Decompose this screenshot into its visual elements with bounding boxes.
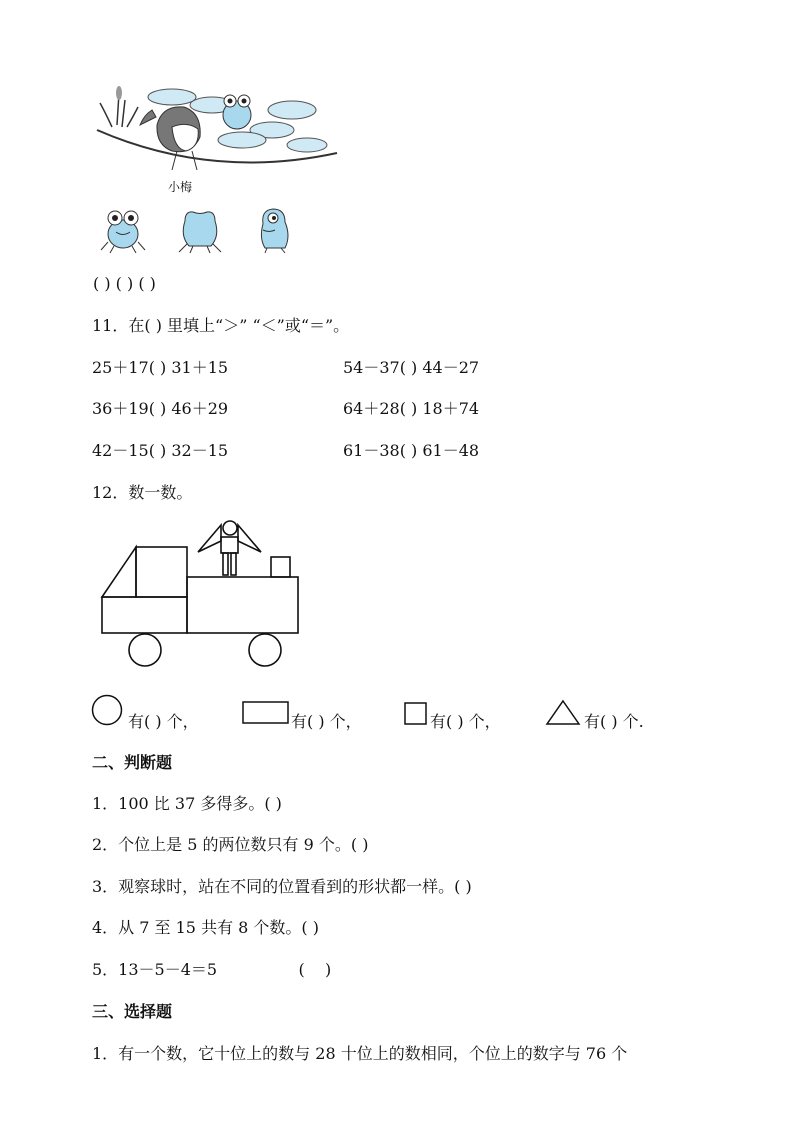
q11-row1-left: 25＋17( ) 31＋15: [92, 358, 229, 377]
square-count-text: 有( ) 个，: [430, 712, 501, 731]
choice-item-1: 1．有一个数，它十位上的数与 28 十位上的数相同，个位上的数字与 76 个: [92, 1044, 628, 1063]
rectangle-count-text: 有( ) 个，: [291, 712, 362, 731]
circle-count-text: 有( ) 个，: [128, 712, 199, 731]
triangle-count-text: 有( ) 个.: [584, 712, 644, 731]
section2-heading: 二、判断题: [92, 753, 173, 772]
girl-name-label: 小梅: [168, 180, 193, 194]
q11-row3-right: 61－38( ) 61－48: [343, 441, 480, 460]
q11-row3-left: 42－15( ) 32－15: [92, 441, 229, 460]
square-shape-icon: [404, 702, 428, 726]
truck-figure: [95, 515, 310, 670]
judge-item-4: 4．从 7 至 15 共有 8 个数。( ): [92, 918, 319, 937]
circle-shape-icon: [91, 694, 123, 726]
judge-item-5: 5．13－5－4＝5 ( ): [92, 960, 332, 979]
frog-back-icon: [175, 206, 225, 254]
q11-row1-right: 54－37( ) 44－27: [343, 358, 480, 377]
frog-answer-blanks: ( ) ( ) ( ): [93, 274, 156, 293]
judge-item-2: 2．个位上是 5 的两位数只有 9 个。( ): [92, 835, 369, 854]
judge-item-1: 1．100 比 37 多得多。( ): [92, 794, 282, 813]
q11-title: 11．在( ) 里填上“＞” “＜”或“＝”。: [92, 316, 350, 335]
section3-heading: 三、选择题: [92, 1002, 173, 1021]
triangle-shape-icon: [545, 699, 581, 726]
q11-row2-left: 36＋19( ) 46＋29: [92, 399, 229, 418]
rectangle-shape-icon: [242, 701, 290, 725]
frog-side-icon: [255, 204, 295, 254]
frog-front-icon: [98, 206, 148, 254]
judge-item-3: 3．观察球时，站在不同的位置看到的形状都一样。( ): [92, 877, 472, 896]
scene-illustration: [92, 85, 342, 170]
q11-row2-right: 64＋28( ) 18＋74: [343, 399, 480, 418]
q12-title: 12．数一数。: [92, 483, 193, 502]
